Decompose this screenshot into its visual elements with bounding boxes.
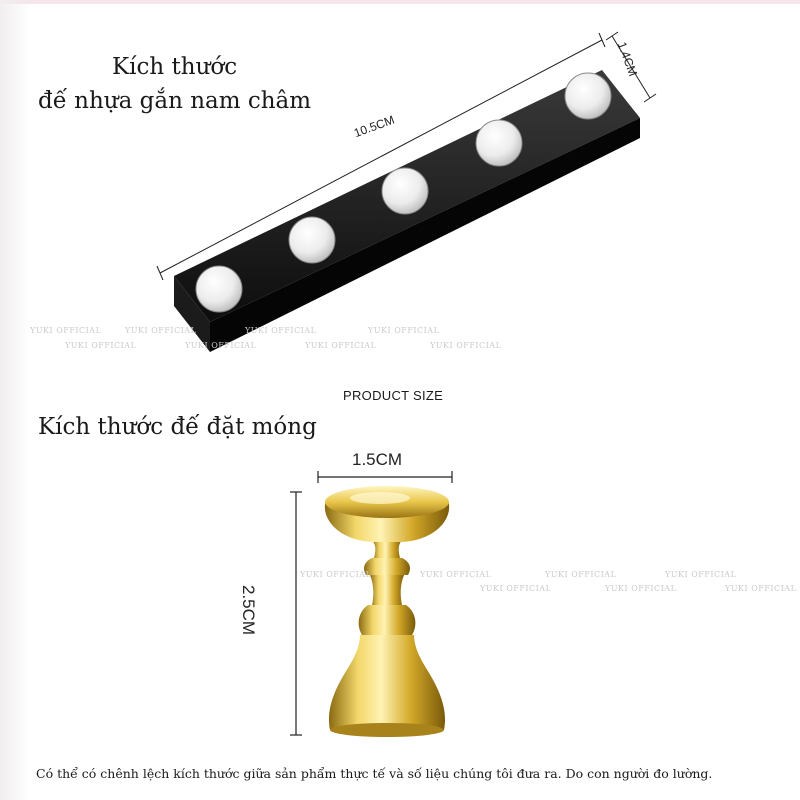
magnet-base-heading-line2: đế nhựa gắn nam châm <box>38 88 312 114</box>
watermark: YUKI OFFICIAL <box>125 326 197 335</box>
watermark: YUKI OFFICIAL <box>725 584 797 593</box>
watermark: YUKI OFFICIAL <box>605 584 677 593</box>
watermark: YUKI OFFICIAL <box>368 326 440 335</box>
product-size-label: PRODUCT SIZE <box>343 388 444 403</box>
height-dimension-line <box>290 492 302 735</box>
width-dimension-line <box>318 471 452 483</box>
watermark: YUKI OFFICIAL <box>300 570 372 579</box>
watermark: YUKI OFFICIAL <box>430 341 502 350</box>
nail-stand-heading: Kích thước đế đặt móng <box>38 414 317 440</box>
watermark: YUKI OFFICIAL <box>30 326 102 335</box>
magnet-base-heading-line1: Kích thước <box>112 54 238 80</box>
watermark: YUKI OFFICIAL <box>545 570 617 579</box>
watermark: YUKI OFFICIAL <box>480 584 552 593</box>
magnet-dot <box>565 73 611 119</box>
watermark: YUKI OFFICIAL <box>420 570 492 579</box>
watermark: YUKI OFFICIAL <box>65 341 137 350</box>
gold-nail-stand <box>325 486 449 737</box>
stand-width-label: 1.5CM <box>352 450 403 469</box>
base-thickness-label: 1.4CM <box>614 40 641 79</box>
base-length-label: 10.5CM <box>352 112 397 141</box>
magnet-dot <box>382 168 428 214</box>
magnet-dot <box>289 217 335 263</box>
size-disclaimer: Có thể có chênh lệch kích thước giữa sản phẩm thực tế và số liệu chúng tôi đưa ra. Do con người đo lường. <box>36 766 713 781</box>
stand-height-label: 2.5CM <box>239 585 258 636</box>
watermark: YUKI OFFICIAL <box>665 570 737 579</box>
magnet-dot <box>476 120 522 166</box>
watermark: YUKI OFFICIAL <box>245 326 317 335</box>
watermark: YUKI OFFICIAL <box>185 341 257 350</box>
magnet-dot <box>196 266 242 312</box>
watermark: YUKI OFFICIAL <box>305 341 377 350</box>
